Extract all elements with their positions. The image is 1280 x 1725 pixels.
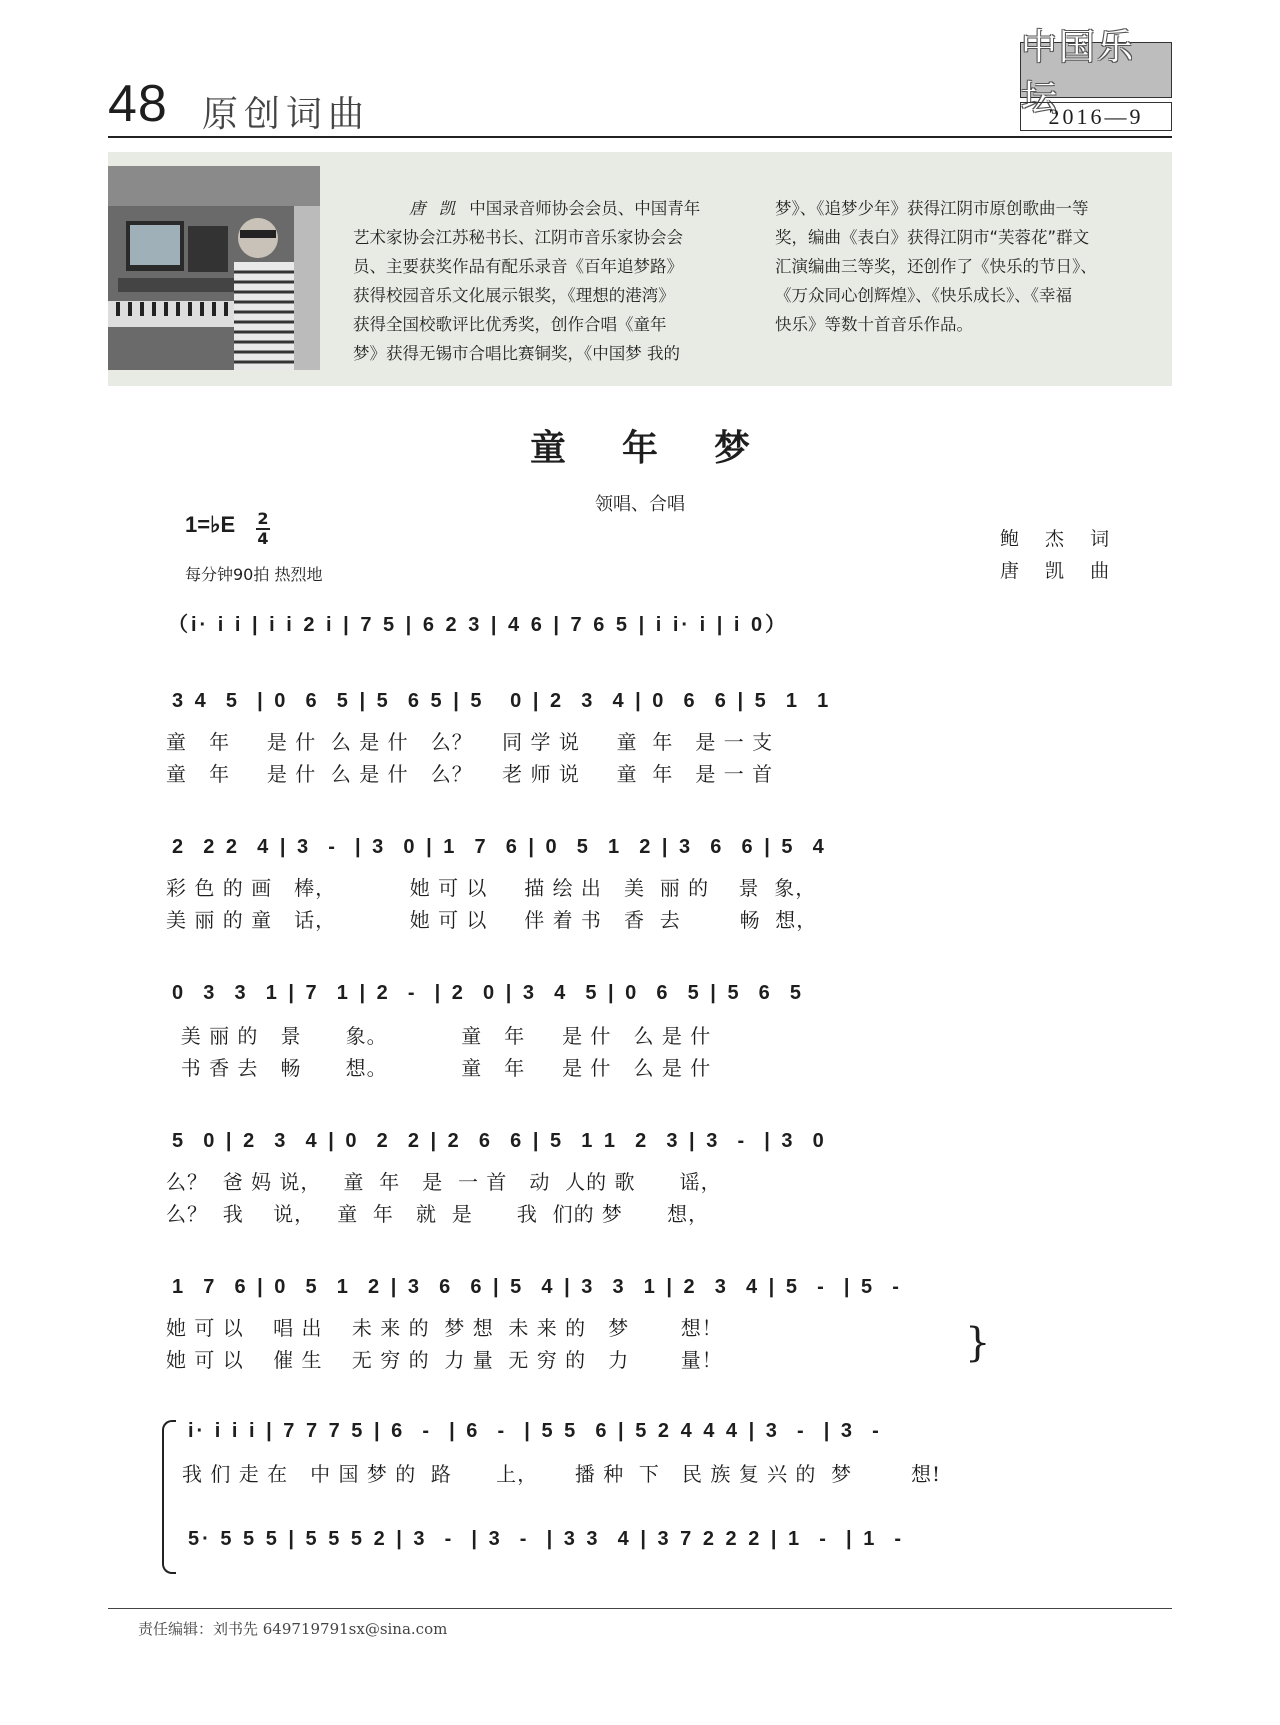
verse-brace: } xyxy=(965,1320,991,1366)
footer-divider xyxy=(108,1608,1172,1609)
score-row-1-lyric-1: 童 年 是 什 么 是 什 么？ 同 学 说 童 年 是 一 支 xyxy=(166,730,774,754)
score-row-1-lyric-2: 童 年 是 什 么 是 什 么？ 老 师 说 童 年 是 一 首 xyxy=(166,762,774,786)
bio-column-1: 唐 凯 中国录音师协会会员、中国青年 艺术家协会江苏秘书长、江阴市音乐家协会会 员、主要获奖作品有配乐录音《百年追梦路》 获得校园音乐文化展示银奖，《理想的港湾》 获得全国校歌评比优秀奖，创作合唱《童年 梦》获得无锡市合唱比赛铜奖，《中国梦 我的 xyxy=(353,199,701,363)
score-row-4-lyric-1: 么？ 爸 妈 说， 童 年 是 一 首 动 人的 歌 谣， xyxy=(166,1170,722,1194)
bio-name: 唐 凯 xyxy=(409,199,460,218)
score-row-3-notes: 0 3 3 1 | 7 1 | 2 - | 2 0 | 3 4 5 | 0 6 5 | 5 6 5 xyxy=(172,982,805,1004)
chorus-upper-notes: i· i i i | 7 7 7 5 | 6 - | 6 - | 5 5 6 | 5 2 4 4 4 | 3 - | 3 - xyxy=(188,1420,882,1442)
intro-notes: （i· i i | i i 2 i | 7 5 | 6 2 3 | 4 6 | 7 6 5 | i i· i | i 0） xyxy=(168,614,789,636)
score-row-5-lyric-2: 她 可 以 催 生 无 穷 的 力 量 无 穷 的 力 量！ xyxy=(166,1348,723,1372)
song-title: 童年梦 xyxy=(529,427,806,469)
header-divider xyxy=(108,136,1172,138)
tempo-marking: 每分钟90拍 热烈地 xyxy=(185,565,323,584)
score-row-4-notes: 5 0 | 2 3 4 | 0 2 2 | 2 6 6 | 5 1 1 2 3 | 3 - | 3 0 xyxy=(172,1130,827,1152)
bio-panel xyxy=(108,152,1172,386)
score-row-2-lyric-1: 彩 色 的 画 棒， 她 可 以 描 绘 出 美 丽 的 景 象， xyxy=(166,876,817,900)
score-row-5-notes: 1 7 6 | 0 5 1 2 | 3 6 6 | 5 4 | 3 3 1 | 2 3 4 | 5 - | 5 - xyxy=(172,1276,902,1298)
magazine-name: 中国乐坛 xyxy=(1021,27,1136,119)
studio-photo-icon xyxy=(108,166,320,370)
issue-number: 2016—9 xyxy=(1020,102,1172,131)
editor-credit: 责任编辑：刘书先 649719791sx@sina.com xyxy=(138,1620,448,1638)
chorus-lower-notes: 5· 5 5 5 | 5 5 5 2 | 3 - | 3 - | 3 3 4 | 3 7 2 2 2 | 1 - | 1 - xyxy=(188,1528,905,1550)
time-signature: 2 4 xyxy=(257,509,269,548)
composer-credit: 唐 凯 曲 xyxy=(1000,560,1120,582)
lyricist-credit: 鲍 杰 词 xyxy=(1000,528,1120,550)
score-row-2-notes: 2 2 2 4 | 3 - | 3 0 | 1 7 6 | 0 5 1 2 | 3 6 6 | 5 4 xyxy=(172,836,827,858)
author-photo xyxy=(108,166,320,370)
score-row-3-lyric-1: 美 丽 的 景 象。 童 年 是 什 么 是 什 xyxy=(166,1024,712,1048)
score-row-2-lyric-2: 美 丽 的 童 话， 她 可 以 伴 着 书 香 去 畅 想， xyxy=(166,908,818,932)
key-signature: 1=♭E xyxy=(185,512,236,537)
score-row-5-lyric-1: 她 可 以 唱 出 未 来 的 梦 想 未 来 的 梦 想！ xyxy=(166,1316,723,1340)
chorus-lyric: 我 们 走 在 中 国 梦 的 路 上， 播 种 下 民 族 复 兴 的 梦 想! xyxy=(182,1462,942,1486)
page-number: 48 xyxy=(108,75,168,133)
chorus-bracket xyxy=(162,1420,176,1574)
score-row-4-lyric-2: 么？ 我 说， 童 年 就 是 我 们的 梦 想， xyxy=(166,1202,710,1226)
performance-type: 领唱、合唱 xyxy=(595,494,685,515)
score-row-1-notes: 3 4 5 | 0 6 5 | 5 6 5 | 5 0 | 2 3 4 | 0 6 6 | 5 1 1 xyxy=(172,690,832,712)
section-title: 原创词曲 xyxy=(202,94,371,135)
bio-column-2: 梦》、《追梦少年》获得江阴市原创歌曲一等 奖，编曲《表白》获得江阴市“芙蓉花”群文 汇演编曲三等奖，还创作了《快乐的节日》、 《万众同心创辉煌》、《快乐成长》、《幸福 快乐》等数十首音乐作品。 xyxy=(775,199,1097,334)
score-row-3-lyric-2: 书 香 去 畅 想。 童 年 是 什 么 是 什 xyxy=(166,1056,712,1080)
